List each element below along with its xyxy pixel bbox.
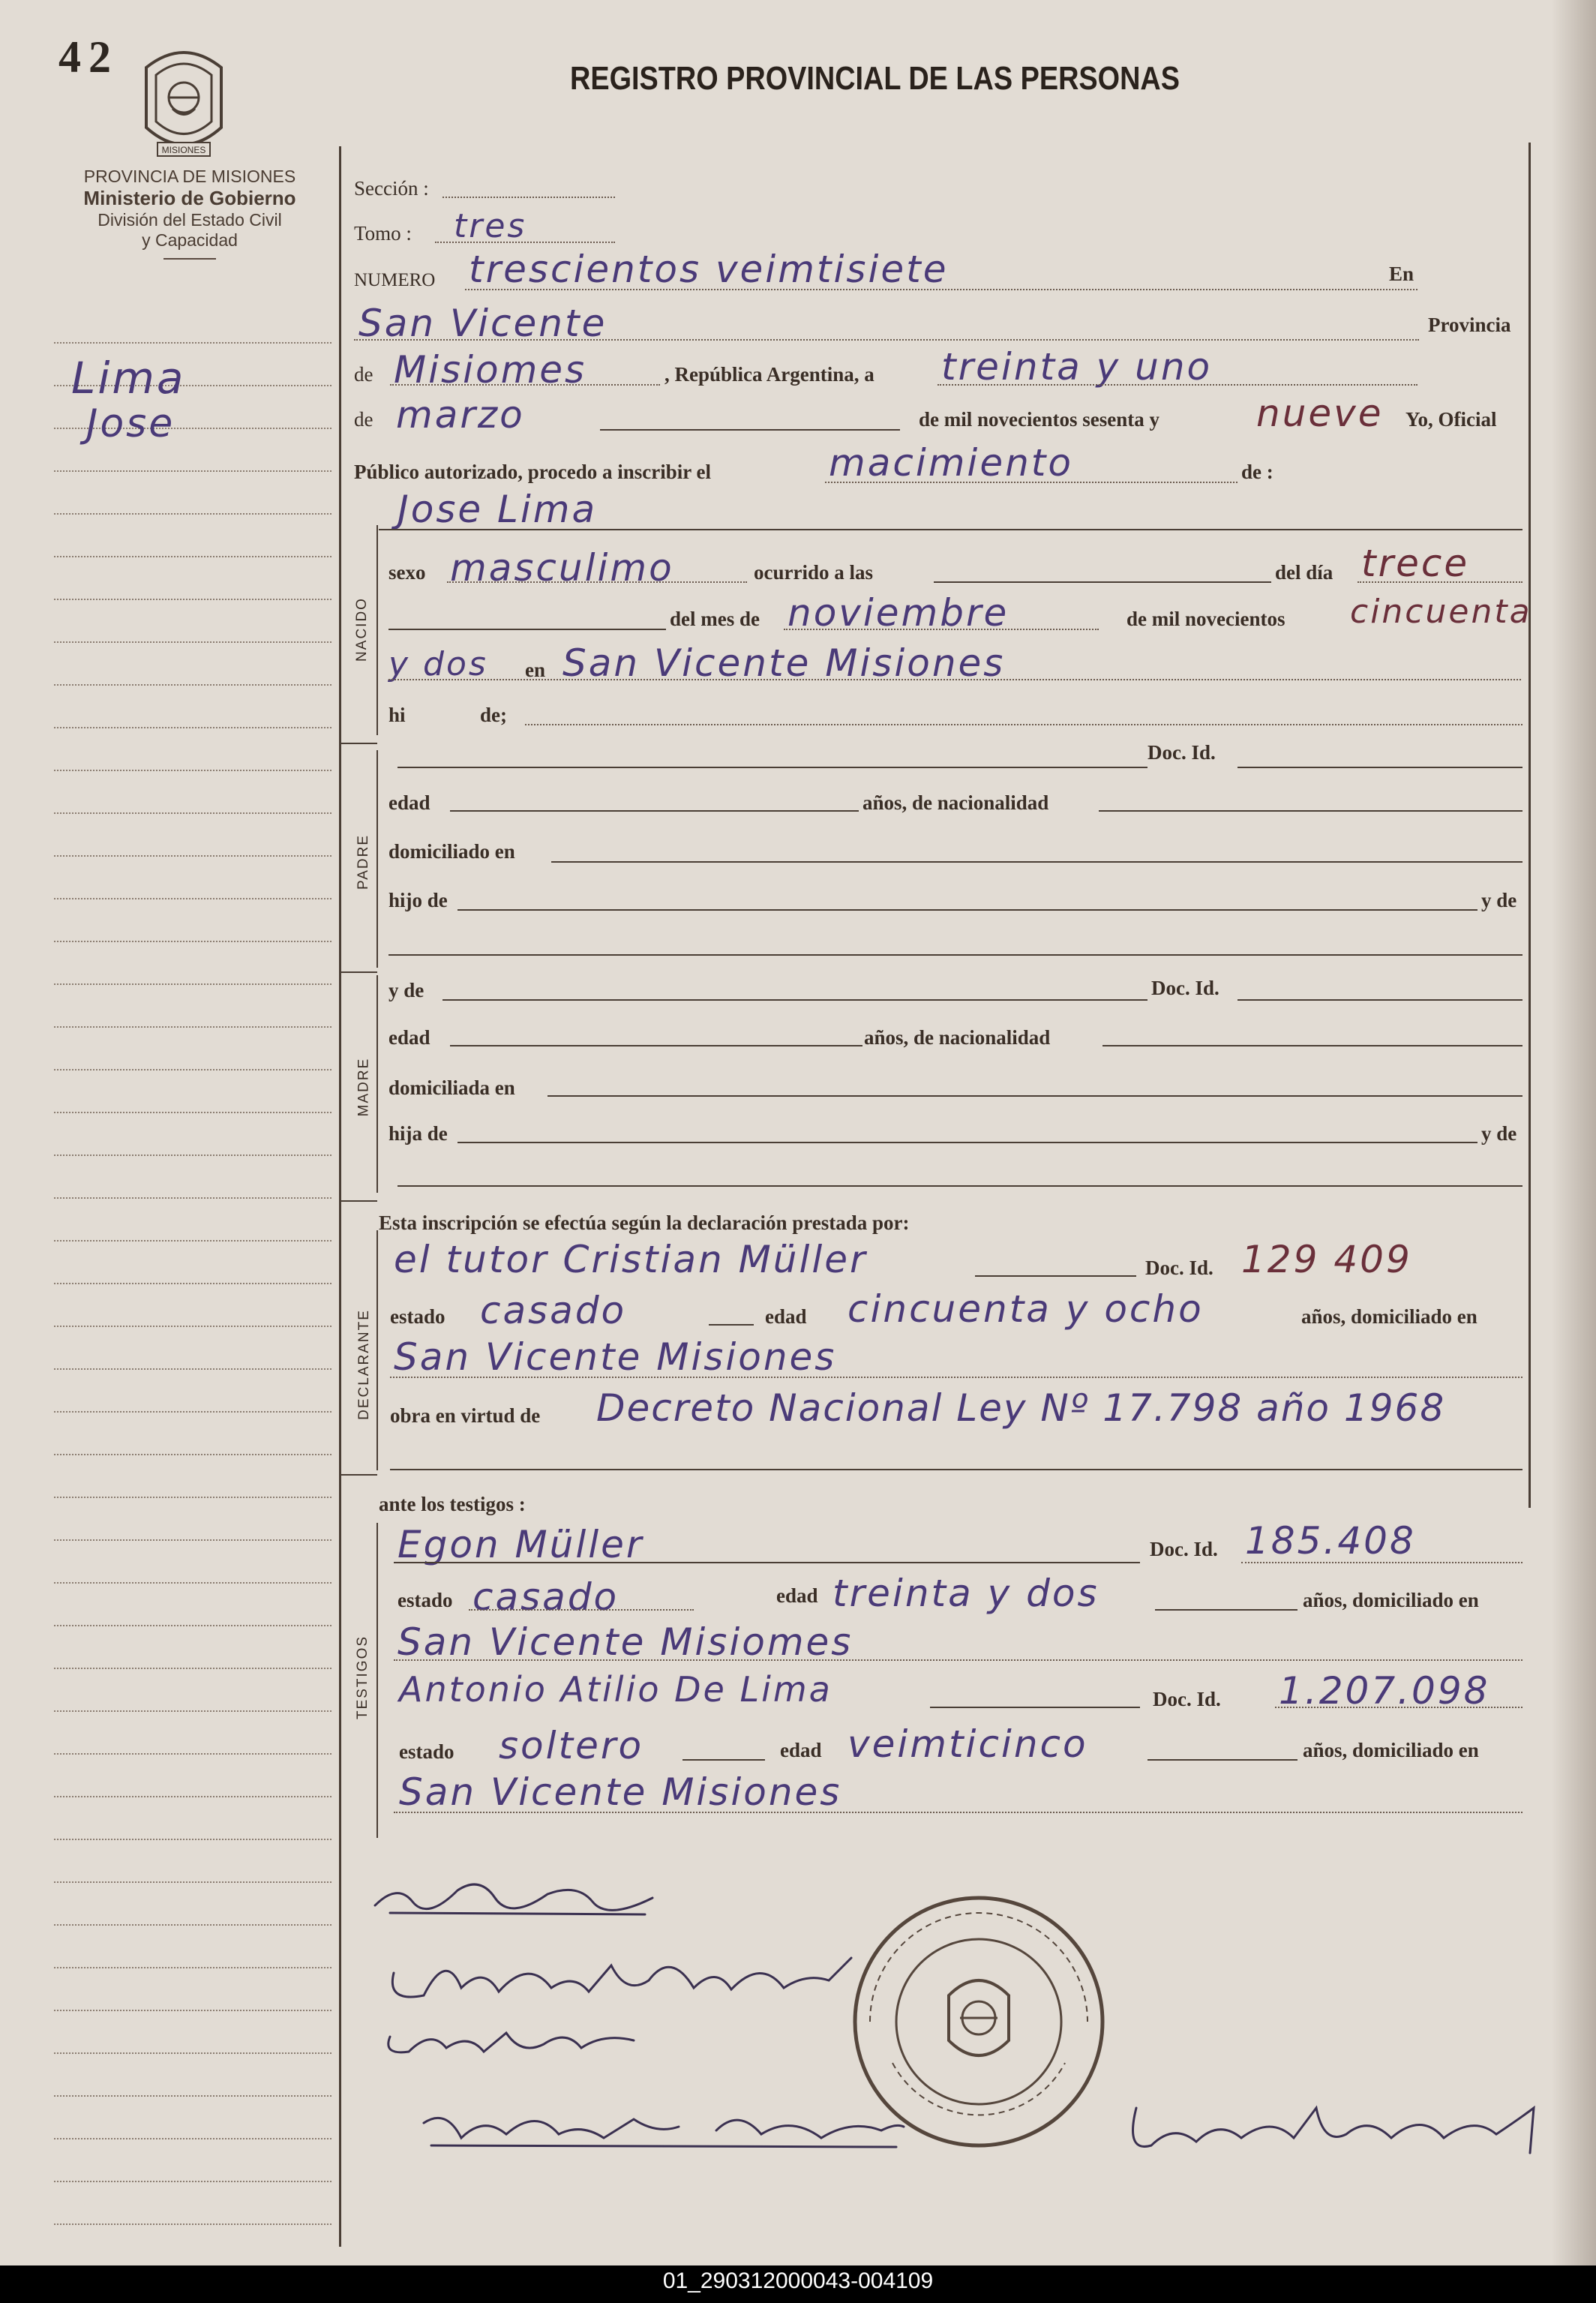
margin-rule-line (54, 2095, 332, 2097)
margin-rule-line (54, 812, 332, 814)
act-value: macimiento (829, 441, 1073, 485)
padre-side-label: PADRE (356, 833, 372, 890)
signature-christian-muller (379, 1935, 859, 2018)
madre-bracket (376, 975, 378, 1193)
seccion-label: Sección : (354, 177, 429, 200)
declarante-edad-label: edad (765, 1305, 807, 1328)
padre-nacionalidad-label: años, de nacionalidad (862, 791, 1049, 814)
testigo2-doc-field (1275, 1707, 1522, 1708)
margin-column (54, 342, 332, 2262)
en-label: en (525, 659, 545, 681)
page-number: 42 (58, 32, 118, 82)
testigo1-name: Egon Müller (398, 1523, 644, 1566)
madre-edad-label: edad (388, 1026, 430, 1049)
margin-rule-line (54, 1625, 332, 1626)
madre-doc-field (1238, 999, 1522, 1001)
testigo1-domicilio-field (394, 1659, 1522, 1661)
padre-hijo-label: hijo de (388, 889, 448, 911)
dia-field (1358, 581, 1522, 583)
numero-field (465, 289, 1418, 290)
padre-yde-label: y de (1481, 889, 1517, 911)
margin-rule-line (54, 1368, 332, 1370)
day-field (938, 384, 1418, 386)
day-value: treinta y uno (941, 345, 1213, 389)
mes-field (784, 629, 1099, 630)
issuing-authority (44, 167, 336, 260)
testigo1-estado-field (469, 1609, 694, 1611)
declarante-doc-label: Doc. Id. (1145, 1257, 1214, 1279)
province-value: Misiomes (394, 348, 587, 392)
signature-antonio-de-lima (416, 2093, 911, 2160)
de-label: de; (480, 704, 507, 726)
mes-value: noviembre (788, 591, 1010, 635)
madre-hija-label: hija de (388, 1122, 448, 1145)
de-label: de (354, 363, 374, 386)
testigo1-name-field (394, 1562, 1140, 1563)
testigo2-edad-label: edad (780, 1739, 822, 1761)
margin-rule-line (54, 1411, 332, 1413)
madre-domicilio-field (548, 1095, 1522, 1097)
margin-rule-line (54, 641, 332, 643)
margin-rule-line (54, 1497, 332, 1498)
testigo1-estado-label: estado (398, 1589, 453, 1611)
anio-value-cont: y dos (388, 645, 488, 683)
margin-rule-line (54, 1069, 332, 1070)
margin-rule-line (54, 1881, 332, 1883)
margin-rule-line (54, 983, 332, 985)
frame-right-line (1528, 143, 1531, 1508)
tomo-field (435, 242, 615, 243)
declarante-obra-field (390, 1469, 1522, 1470)
margin-rule-line (54, 599, 332, 600)
year-value: nueve (1256, 392, 1384, 435)
declarante-intro: Esta inscripción se efectúa según la declaración prestada por: (379, 1212, 910, 1234)
declarante-obra-label: obra en virtud de (390, 1404, 541, 1427)
place-value: San Vicente (358, 302, 608, 345)
margin-rule-line (54, 556, 332, 557)
tomo-value: tres (454, 207, 527, 245)
document-id: 01_290312000043-004109 (662, 2268, 934, 2293)
testigo2-name: Antonio Atilio De Lima (399, 1669, 832, 1710)
testigo2-name-field (930, 1707, 1140, 1708)
declarante-bracket (376, 1230, 378, 1470)
margin-rule-line (54, 1026, 332, 1028)
padre-doc-field (1238, 767, 1522, 768)
declarante-name-field (975, 1275, 1136, 1277)
madre-side-label: MADRE (356, 1057, 372, 1117)
testigos-side-label: TESTIGOS (355, 1635, 371, 1720)
margin-rule-line (54, 2181, 332, 2182)
madre-name-field (442, 999, 1148, 1001)
de2-label: de (354, 408, 374, 431)
testigos-intro: ante los testigos : (379, 1493, 526, 1515)
testigo2-doc-label: Doc. Id. (1153, 1688, 1221, 1710)
testigo1-estado: casado (472, 1575, 620, 1619)
section-divider (341, 1474, 377, 1476)
margin-rule-line (54, 1967, 332, 1968)
margin-rule-line (54, 342, 332, 344)
testigo2-estado-label: estado (399, 1740, 454, 1763)
nacido-blank-field (388, 629, 666, 630)
seccion-field (442, 197, 615, 198)
margin-rule-line (54, 1839, 332, 1840)
person-name-field (379, 529, 1522, 530)
testigo1-edad-field (1155, 1609, 1298, 1611)
margin-rule-line (54, 1112, 332, 1113)
madre-yde2-field (398, 1185, 1522, 1187)
section-divider (341, 743, 377, 744)
margin-surname: Lima (71, 353, 186, 404)
declarante-domicilio-value: San Vicente Misiones (394, 1335, 837, 1379)
margin-rule-line (54, 898, 332, 899)
republica-label: , República Argentina, a (664, 363, 874, 386)
margin-rule-line (54, 1454, 332, 1455)
margin-rule-line (54, 1197, 332, 1199)
madre-doc-label: Doc. Id. (1151, 977, 1220, 999)
margin-rule-line (54, 2138, 332, 2139)
testigo1-edad-label: edad (776, 1584, 818, 1607)
margin-rule-line (54, 1240, 332, 1242)
section-divider (341, 971, 377, 973)
testigo2-domicilio: San Vicente Misiones (399, 1770, 842, 1814)
frame-left-line (339, 146, 341, 2247)
margin-rule-line (54, 855, 332, 857)
mil-label: de mil novecientos (1126, 608, 1286, 630)
hijo-field (525, 724, 1522, 725)
del-dia-label: del día (1275, 561, 1334, 584)
lugar-value: San Vicente Misiones (562, 641, 1006, 685)
testigo1-edad: treinta y dos (832, 1572, 1100, 1615)
declarante-estado-value: casado (480, 1289, 627, 1332)
testigo2-doc: 1.207.098 (1279, 1669, 1490, 1713)
margin-rule-line (54, 770, 332, 771)
madre-domicilio-label: domiciliada en (388, 1076, 515, 1099)
province-label: PROVINCIA DE MISIONES (83, 167, 296, 186)
margin-rule-line (54, 1155, 332, 1156)
margin-rule-line (54, 2010, 332, 2011)
margin-rule-line (54, 1326, 332, 1327)
signature-egon-muller (379, 2010, 649, 2063)
hijo-label: hi (388, 704, 406, 726)
month-value: marzo (396, 393, 525, 437)
margin-rule-line (54, 470, 332, 472)
page-title: REGISTRO PROVINCIAL DE LAS PERSONAS (570, 60, 1180, 97)
testigo1-doc-label: Doc. Id. (1150, 1538, 1218, 1560)
margin-rule-line (54, 1539, 332, 1541)
act-field (825, 482, 1238, 483)
testigo2-estado: soltero (499, 1724, 644, 1767)
month-field (600, 429, 900, 431)
margin-rule-line (54, 513, 332, 515)
margin-rule-line (54, 1668, 332, 1669)
declarante-name: el tutor Cristian Müller (394, 1238, 868, 1281)
section-divider (341, 1200, 377, 1202)
declarante-estado-label: estado (390, 1305, 446, 1328)
division-label: División del Estado Civil (98, 210, 282, 230)
oficial-label: Yo, Oficial (1406, 408, 1497, 431)
person-name: Jose Lima (398, 488, 598, 531)
madre-hija-field (458, 1142, 1478, 1143)
hora-field (934, 581, 1271, 583)
numero-label: NUMERO (354, 270, 436, 290)
province-field (390, 384, 660, 386)
testigo1-doc: 185.408 (1245, 1519, 1416, 1563)
declarante-side-label: DECLARANTE (356, 1309, 372, 1420)
madre-yde-label: y de (388, 979, 424, 1001)
margin-rule-line (54, 1753, 332, 1755)
padre-domicilio-label: domiciliado en (388, 840, 515, 863)
padre-hijo-field (458, 909, 1478, 911)
padre-domicilio-field (551, 861, 1522, 863)
official-stamp-icon (848, 1890, 1110, 2153)
margin-rule-line (54, 1924, 332, 1926)
margin-rule-line (54, 2052, 332, 2054)
testigo1-domicilio-label: años, domiciliado en (1303, 1589, 1479, 1611)
madre-edad-field (450, 1045, 862, 1046)
padre-yde-field (388, 954, 1522, 956)
margin-rule-line (54, 684, 332, 686)
margin-given-name: Jose (86, 401, 176, 446)
de3-label: de : (1241, 461, 1274, 483)
anio-value: cincuenta (1350, 593, 1532, 631)
padre-doc-label: Doc. Id. (1148, 741, 1216, 764)
padre-nacionalidad-field (1099, 810, 1522, 812)
declarante-estado-field (709, 1324, 754, 1326)
declarante-edad-value: cincuenta y ocho (848, 1287, 1204, 1331)
signature-jose-lima (368, 1860, 668, 1928)
header-divider (164, 258, 216, 260)
testigo2-edad-field (1148, 1759, 1298, 1761)
testigo2-domicilio-label: años, domiciliado en (1303, 1739, 1479, 1761)
margin-rule-line (54, 2223, 332, 2225)
margin-rule-line (54, 941, 332, 942)
tomo-label: Tomo : (354, 222, 412, 245)
ocurrido-label: ocurrido a las (754, 561, 873, 584)
testigo1-domicilio: San Vicente Misiomes (398, 1620, 854, 1664)
padre-name-field (398, 767, 1148, 768)
sexo-value: masculimo (450, 546, 674, 590)
madre-nacionalidad-field (1102, 1045, 1522, 1046)
dia-value: trece (1361, 542, 1470, 585)
declarante-domicilio-label: años, domiciliado en (1301, 1305, 1478, 1328)
testigo2-estado-field (682, 1759, 765, 1761)
declarante-doc-value: 129 409 (1241, 1238, 1412, 1281)
testigo1-doc-field (1241, 1562, 1522, 1563)
signature-luisa-de-gallardo (1121, 2093, 1541, 2168)
margin-rule-line (54, 727, 332, 728)
margin-rule-line (54, 1582, 332, 1584)
madre-yde2-label: y de (1481, 1122, 1517, 1145)
lugar-field (388, 679, 1521, 680)
year-label: de mil novecientos sesenta y (919, 408, 1160, 431)
madre-nacionalidad-label: años, de nacionalidad (864, 1026, 1051, 1049)
seal-text: MISIONES (161, 145, 206, 155)
testigo2-edad: veimticinco (848, 1722, 1088, 1766)
provincial-seal-icon (135, 38, 232, 161)
declarante-obra-value: Decreto Nacional Ley Nº 17.798 año 1968 (596, 1386, 1446, 1430)
testigos-bracket (376, 1523, 378, 1838)
sexo-field (447, 581, 747, 583)
publico-label: Público autorizado, procedo a inscribir el (354, 461, 711, 483)
en-label: En (1389, 263, 1414, 285)
nacido-bracket (376, 525, 378, 735)
margin-rule-line (54, 1283, 332, 1284)
padre-edad-field (450, 810, 859, 812)
padre-bracket (376, 750, 378, 968)
numero-value: trescientos veimtisiete (469, 248, 949, 291)
margin-rule-line (54, 1710, 332, 1712)
mes-label: del mes de (670, 608, 760, 630)
capacity-label: y Capacidad (142, 230, 238, 250)
nacido-side-label: NACIDO (353, 597, 370, 662)
ministry-label: Ministerio de Gobierno (83, 187, 296, 209)
margin-rule-line (54, 1796, 332, 1797)
padre-edad-label: edad (388, 791, 430, 814)
testigo2-domicilio-field (394, 1812, 1522, 1813)
declarante-domicilio-field (390, 1377, 1522, 1378)
sexo-label: sexo (388, 561, 426, 584)
place-field (354, 339, 1419, 341)
provincia-label: Provincia (1428, 314, 1511, 336)
